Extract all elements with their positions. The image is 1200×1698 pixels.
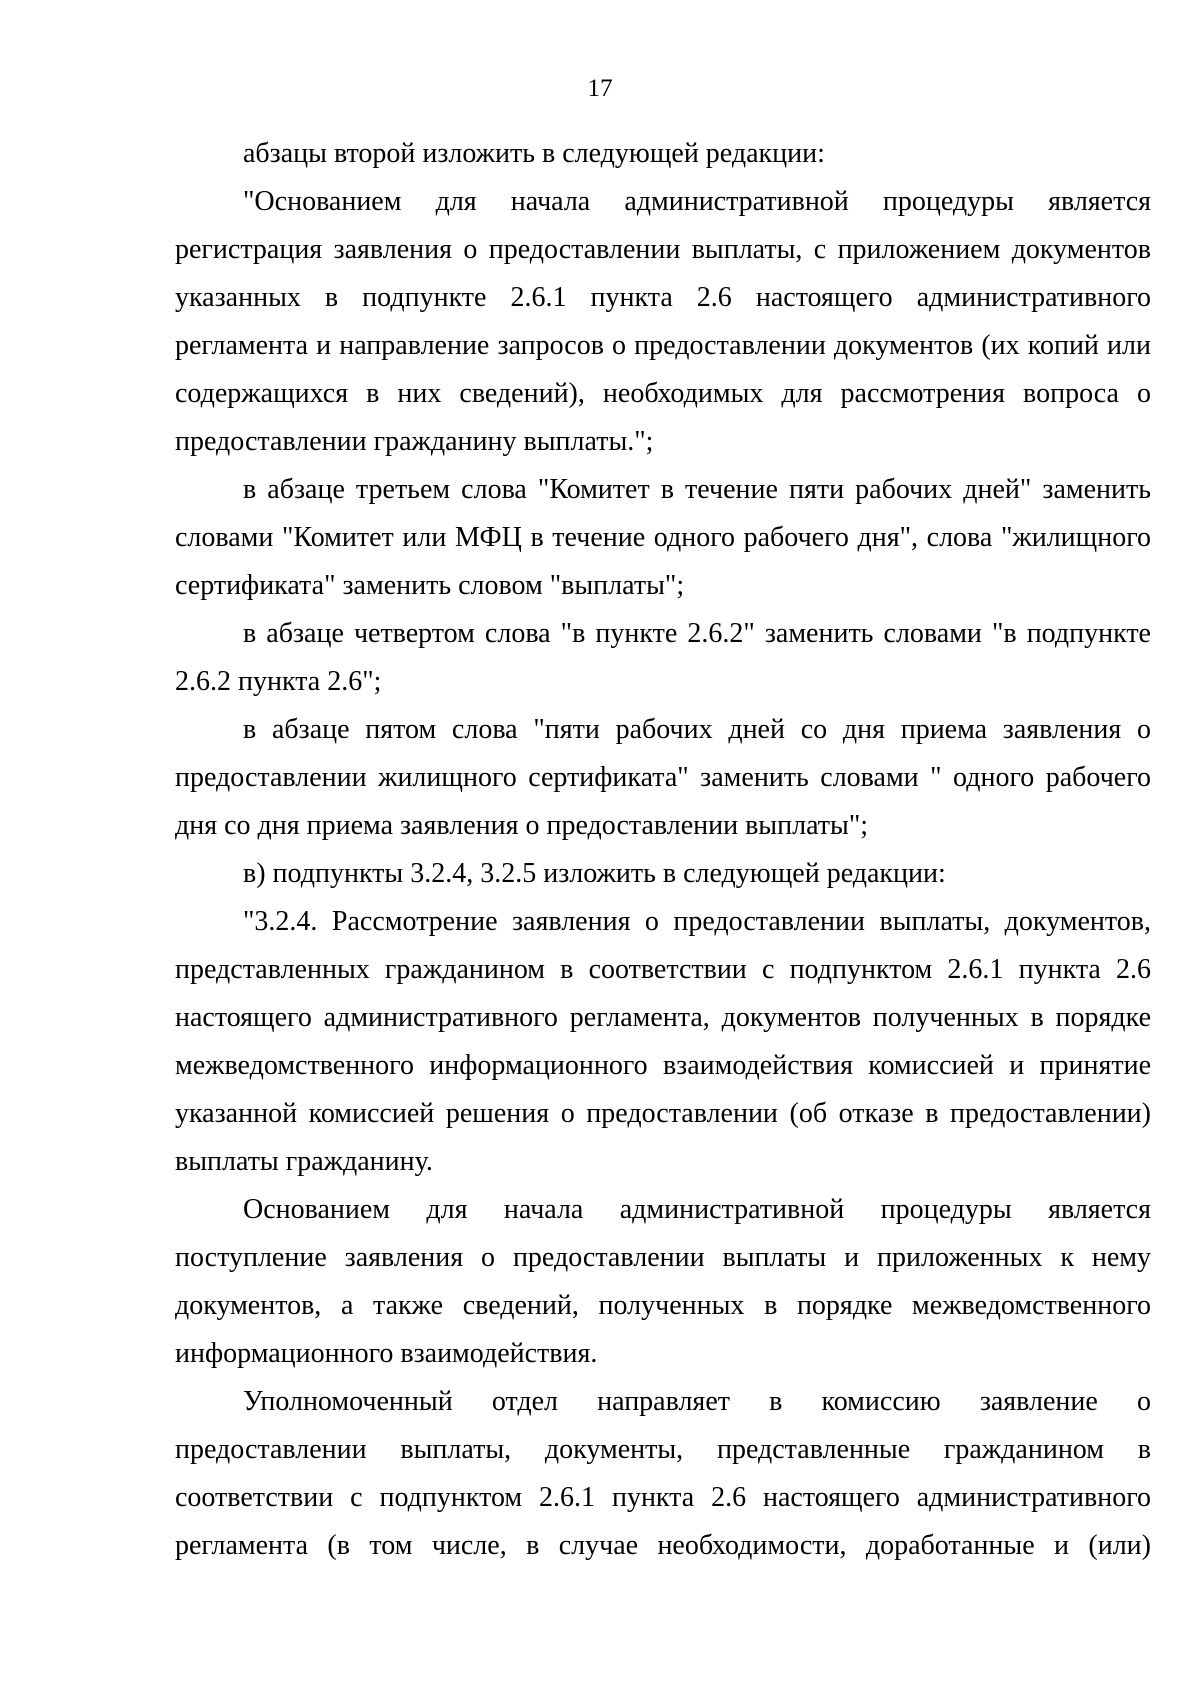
paragraph-grounds-receipt: Основанием для начала административной процедуры является поступление заявления о предоставлении выплаты и приложенных к нему документов, а также сведений, полученных в порядке межведомственного информационного взаимодействия.: [175, 1194, 1151, 1369]
paragraph-third-abzac: в абзаце третьем слова "Комитет в течение пяти рабочих дней" заменить словами "Комитет или МФЦ в течение одного рабочего дня", слова "жилищного сертификата" заменить словом "выплаты";: [175, 474, 1151, 601]
paragraph-authorized-department: Уполномоченный отдел направляет в комиссию заявление о предоставлении выплаты, документы, представленные гражданином в соответствии с подпунктом 2.6.1 пункта 2.6 настоящего административного регламента (в том числе, в случае необходимости, доработанные и (или): [175, 1386, 1151, 1561]
paragraph-amendment-intro: абзацы второй изложить в следующей редакции:: [243, 138, 825, 169]
paragraph-3-2-4: "3.2.4. Рассмотрение заявления о предоставлении выплаты, документов, представленных гражданином в соответствии с подпунктом 2.6.1 пункта 2.6 настоящего административного регламента, документов полученных в порядке межведомственного информационного взаимодействия комиссией и принятие указанной комиссией решения о предоставлении (об отказе в предоставлении) выплаты гражданину.: [175, 906, 1151, 1177]
paragraph-fourth-abzac: в абзаце четвертом слова "в пункте 2.6.2" заменить словами "в подпункте 2.6.2 пункта 2.6";: [175, 618, 1151, 697]
document-body: [175, 130, 1151, 1570]
page-number: 17: [587, 75, 613, 102]
paragraph-grounds-registration: "Основанием для начала административной процедуры является регистрация заявления о предоставлении выплаты, с приложением документов указанных в подпункте 2.6.1 пункта 2.6 настоящего административного регламента и направление запросов о предоставлении документов (их копий или содержащихся в них сведений), необходимых для рассмотрения вопроса о предоставлении гражданину выплаты.";: [175, 186, 1151, 457]
paragraph-subclause-v: в) подпункты 3.2.4, 3.2.5 изложить в следующей редакции:: [243, 858, 946, 889]
paragraph-fifth-abzac: в абзаце пятом слова "пяти рабочих дней со дня приема заявления о предоставлении жилищного сертификата" заменить словами " одного рабочего дня со дня приема заявления о предоставлении выплаты";: [175, 714, 1151, 841]
